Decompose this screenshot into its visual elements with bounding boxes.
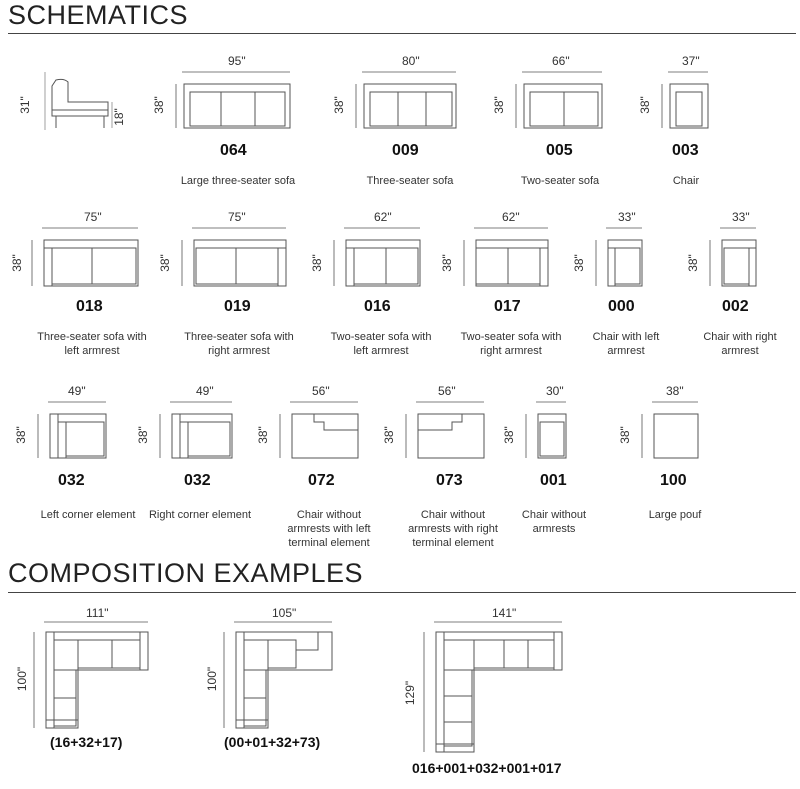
module-009-drawing (330, 52, 480, 142)
composition-depth-label: 129" (403, 680, 418, 706)
depth-label: 38" (331, 96, 346, 114)
schematics-rule (8, 33, 796, 34)
module-description-line1: Left corner element (40, 509, 136, 521)
module-code: 000 (608, 298, 635, 315)
module-073-drawing (388, 382, 518, 472)
depth-label: 38" (255, 426, 270, 444)
depth-label: 38" (439, 254, 454, 272)
width-label: 38" (666, 384, 684, 398)
depth-label: 38" (157, 254, 172, 272)
depth-label: 38" (491, 96, 506, 114)
module-code: 001 (540, 472, 567, 489)
module-005 (490, 52, 620, 192)
module-description: Two-seater sofa (520, 175, 600, 187)
module-009 (330, 52, 480, 192)
module-016 (310, 208, 450, 368)
depth-label: 38" (151, 96, 166, 114)
module-code: 073 (436, 472, 463, 489)
composition-depth-label: 100" (15, 666, 30, 692)
module-description-line3: terminal element (288, 537, 370, 549)
module-000-drawing (576, 208, 676, 298)
composition-formula: 016+001+032+001+017 (412, 760, 562, 776)
module-016-drawing (310, 208, 450, 298)
module-code: 032 (58, 472, 85, 489)
module-description-line1: Chair with left (592, 331, 660, 343)
composition-3-drawing (406, 606, 596, 756)
side-view-drawing (17, 72, 120, 142)
width-label: 80" (402, 54, 420, 68)
width-label: 56" (438, 384, 456, 398)
module-019-drawing (162, 208, 312, 298)
depth-label: 38" (571, 254, 586, 272)
module-000 (571, 208, 676, 368)
module-code: 100 (660, 472, 687, 489)
composition-width-label: 111" (86, 606, 109, 620)
module-description-line1: Three-seater sofa with (184, 331, 294, 343)
module-description-line2: armrest (607, 345, 645, 357)
module-description-line2: armrests (532, 523, 576, 535)
module-100 (617, 382, 724, 552)
composition-width-label: 141" (492, 606, 517, 620)
module-description: Chair (672, 175, 700, 187)
depth-label: 38" (501, 426, 516, 444)
module-description-line2: armrests with left (287, 523, 371, 535)
composition-depth-label: 100" (205, 666, 220, 692)
module-code: 018 (76, 298, 103, 315)
width-label: 33" (618, 210, 636, 224)
side-height-label: 31" (17, 96, 32, 114)
module-code: 019 (224, 298, 251, 315)
module-005-drawing (490, 52, 620, 142)
module-001 (501, 382, 610, 552)
composition-1 (15, 606, 170, 756)
module-description-line1: Large pouf (648, 509, 702, 521)
composition-formula: (00+01+32+73) (224, 734, 321, 750)
module-description: Three-seater sofa (366, 175, 454, 187)
composition-width-label: 105" (272, 606, 297, 620)
module-description-line1: Chair without (521, 509, 587, 521)
module-032-left-drawing (18, 382, 148, 472)
module-002 (685, 208, 790, 368)
module-description-line3: terminal element (412, 537, 494, 549)
module-description-line1: Chair with right (703, 331, 777, 343)
module-064 (150, 52, 320, 192)
side-view (17, 72, 126, 142)
module-code: 005 (546, 142, 573, 159)
schematics-heading: SCHEMATICS (8, 0, 189, 30)
module-072-drawing (260, 382, 390, 472)
module-code: 009 (392, 142, 419, 159)
composition-3 (403, 606, 596, 786)
module-032-left (13, 382, 148, 552)
composition-2-drawing (206, 606, 356, 731)
module-017 (438, 208, 578, 368)
depth-label: 38" (617, 426, 632, 444)
module-description-line1: Chair without (420, 509, 486, 521)
module-019 (157, 208, 312, 368)
depth-label: 38" (13, 426, 28, 444)
depth-label: 38" (685, 254, 700, 272)
module-code: 017 (494, 298, 521, 315)
composition-1-drawing (20, 606, 170, 731)
width-label: 30" (546, 384, 564, 398)
module-description-line2: left armrest (64, 345, 120, 357)
module-description: Large three-seater sofa (180, 175, 296, 187)
module-code: 064 (220, 142, 247, 159)
width-label: 49" (196, 384, 214, 398)
module-code: 016 (364, 298, 391, 315)
depth-label: 38" (9, 254, 24, 272)
module-072 (255, 382, 390, 552)
depth-label: 38" (135, 426, 150, 444)
width-label: 95" (228, 54, 246, 68)
module-code: 032 (184, 472, 211, 489)
width-label: 75" (84, 210, 102, 224)
module-description-line2: armrests with right (408, 523, 498, 535)
module-032-right (135, 382, 276, 552)
module-description-line2: left armrest (353, 345, 409, 357)
width-label: 75" (228, 210, 246, 224)
module-description-line2: right armrest (480, 345, 542, 357)
width-label: 62" (502, 210, 520, 224)
module-code: 003 (672, 142, 699, 159)
module-code: 002 (722, 298, 749, 315)
module-description-line1: Three-seater sofa with (37, 331, 147, 343)
side-seat-height-label: 18" (111, 108, 126, 126)
module-001-drawing (510, 382, 610, 472)
width-label: 66" (552, 54, 570, 68)
width-label: 62" (374, 210, 392, 224)
module-code: 072 (308, 472, 335, 489)
module-description-line1: Right corner element (148, 509, 252, 521)
module-002-drawing (690, 208, 790, 298)
module-064-drawing (150, 52, 320, 142)
module-018 (9, 208, 168, 368)
composition-2 (206, 606, 356, 756)
module-003 (636, 52, 736, 192)
depth-label: 38" (309, 254, 324, 272)
module-100-drawing (624, 382, 724, 472)
width-label: 37" (682, 54, 700, 68)
width-label: 33" (732, 210, 750, 224)
width-label: 56" (312, 384, 330, 398)
module-description-line2: armrest (721, 345, 759, 357)
composition-rule (8, 592, 796, 593)
composition-heading: COMPOSITION EXAMPLES (8, 558, 364, 588)
module-description-line1: Two-seater sofa with (330, 331, 432, 343)
composition-formula: (16+32+17) (50, 734, 123, 750)
depth-label: 38" (637, 96, 652, 114)
module-description-line1: Two-seater sofa with (460, 331, 562, 343)
width-label: 49" (68, 384, 86, 398)
module-description-line1: Chair without (296, 509, 362, 521)
module-description-line2: right armrest (208, 345, 270, 357)
module-017-drawing (438, 208, 578, 298)
module-073 (381, 382, 518, 552)
depth-label: 38" (381, 426, 396, 444)
module-018-drawing (18, 208, 168, 298)
